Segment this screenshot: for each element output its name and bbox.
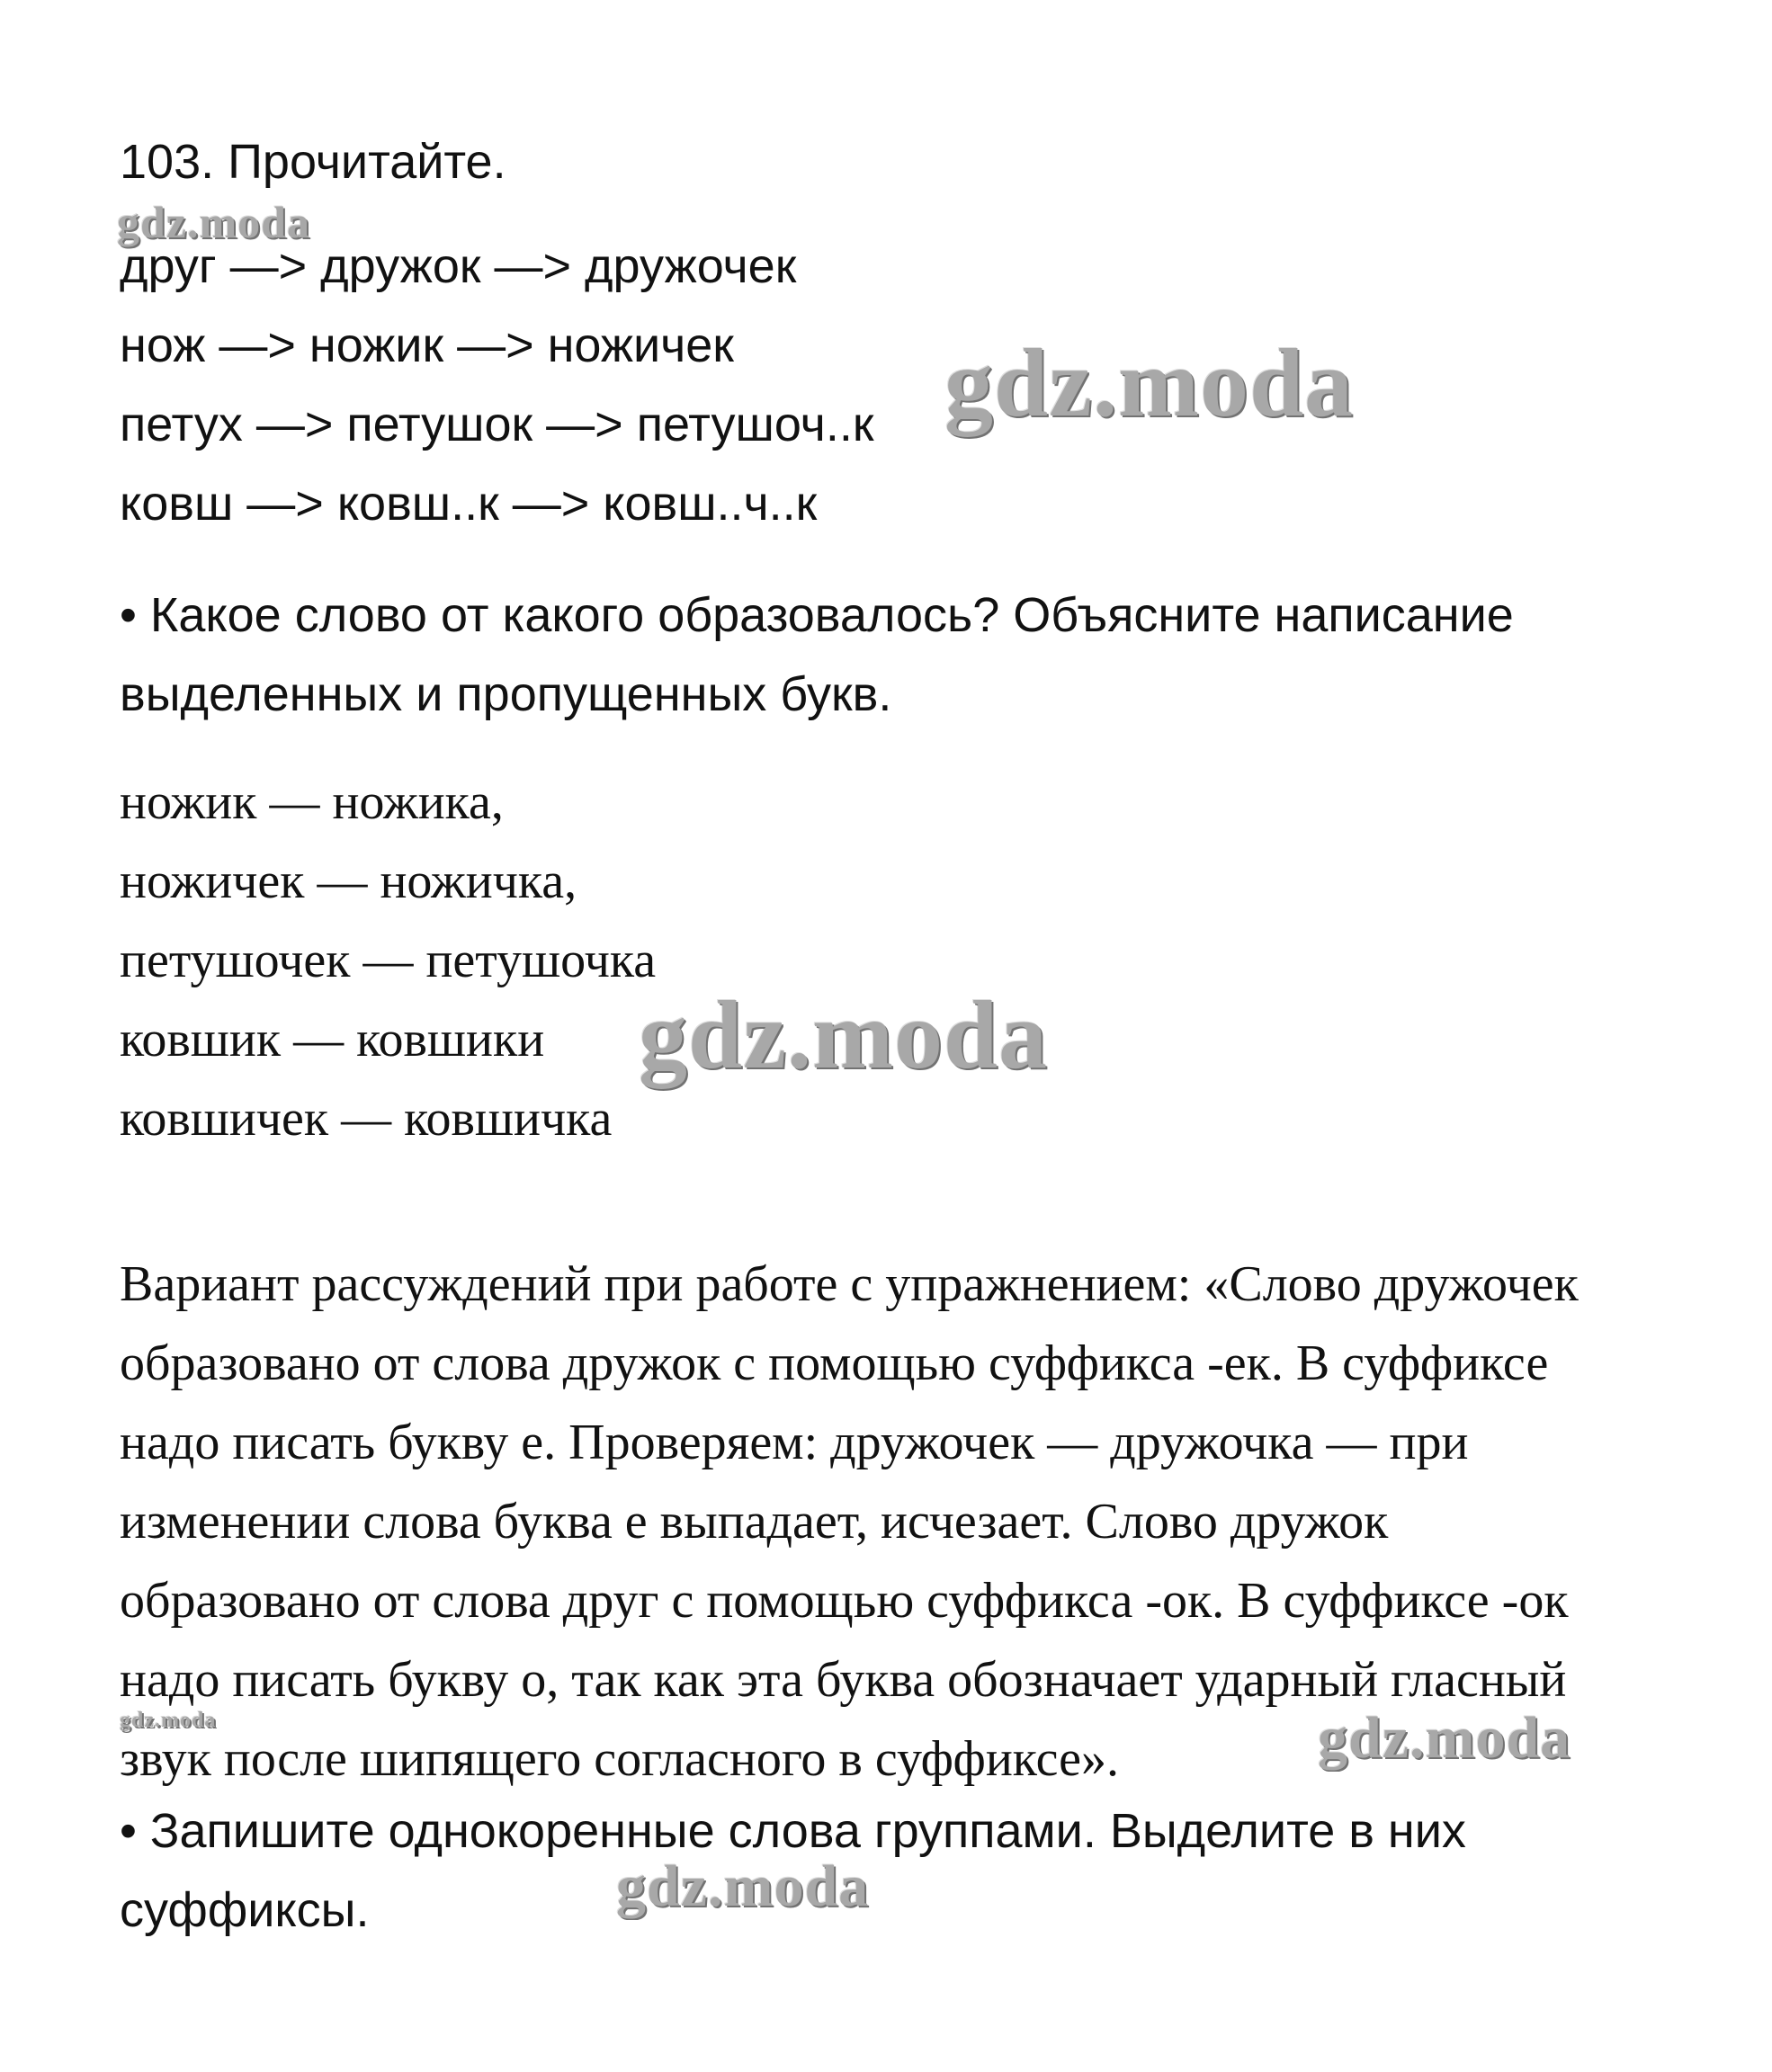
word-chains: [120, 227, 873, 543]
chain-line: друг —> дружок —> дружочек: [120, 239, 797, 293]
reasoning-line: звук после шипящего согласного в суффиксе».: [120, 1731, 1120, 1787]
watermark: gdz.moda: [120, 1709, 217, 1732]
reasoning-line: надо писать букву е. Проверяем: дружочек — дружочка — при: [120, 1415, 1469, 1470]
chain-line: нож —> ножик —> ножичек: [120, 318, 734, 372]
watermark: gdz.moda: [1318, 1705, 1571, 1771]
answer-pair: ковшик — ковшики: [120, 1012, 545, 1067]
reasoning-line: изменении слова буква е выпадает, исчезает. Слово дружок: [120, 1494, 1389, 1550]
answer-pair: ковшичек — ковшичка: [120, 1091, 613, 1147]
answer-pair: ножик — ножика,: [120, 774, 504, 830]
task-line: • Какое слово от какого образовалось? Объясните написание: [120, 588, 1514, 642]
watermark: gdz.moda: [117, 197, 310, 247]
task-line: суффиксы.: [120, 1883, 370, 1937]
answer-pairs: [120, 763, 656, 1158]
answer-pair: петушочек — петушочка: [120, 933, 657, 988]
exercise-title: 103. Прочитайте.: [120, 135, 506, 189]
task-line: • Запишите однокоренные слова группами. Выделите в них: [120, 1804, 1466, 1858]
answer-pair: ножичек — ножичка,: [120, 853, 577, 909]
chain-line: петух —> петушок —> петушоч..к: [120, 397, 874, 451]
chain-line: ковш —> ковш..к —> ковш..ч..к: [120, 477, 818, 531]
reasoning-line: надо писать букву о, так как эта буква обозначает ударный гласный: [120, 1652, 1567, 1708]
task-line: выделенных и пропущенных букв.: [120, 667, 892, 721]
watermark: gdz.moda: [944, 330, 1355, 437]
watermark: gdz.moda: [639, 982, 1049, 1089]
watermark: gdz.moda: [616, 1853, 870, 1919]
task-question-1: [120, 576, 1514, 734]
reasoning-line: образовано от слова друг с помощью суффикса -ок. В суффиксе -ок: [120, 1573, 1569, 1629]
reasoning-line: образовано от слова дружок с помощью суффикса -ек. В суффиксе: [120, 1335, 1549, 1391]
reasoning-line: Вариант рассуждений при работе с упражнением: «Слово дружочек: [120, 1256, 1579, 1312]
